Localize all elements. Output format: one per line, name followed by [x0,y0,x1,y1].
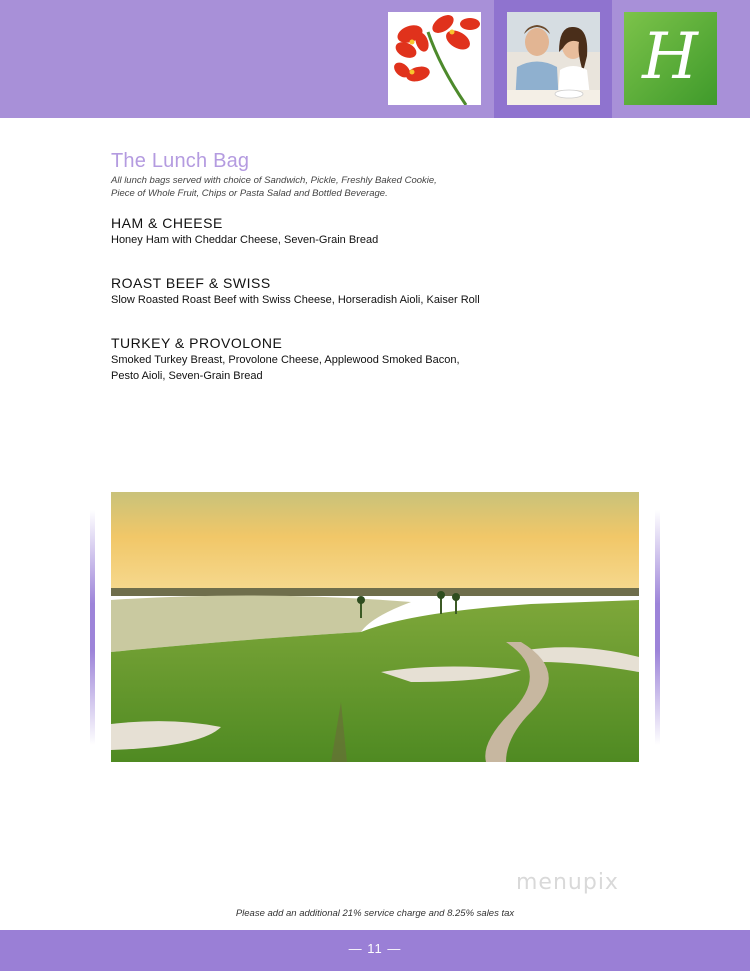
menu-item-name: TURKEY & PROVOLONE [111,335,283,351]
menu-item-name: ROAST BEEF & SWISS [111,275,271,291]
right-accent-bar [655,510,660,745]
hotel-logo [624,12,717,105]
menu-item-name: HAM & CHEESE [111,215,223,231]
menu-item [111,214,631,248]
watermark: menupix [516,870,619,895]
section-note-line: Piece of Whole Fruit, Chips or Pasta Salad and Bottled Beverage. [111,188,388,199]
menu-section [111,148,631,384]
golf-course-photo [111,492,639,762]
menu-item [111,334,631,384]
menu-item-description-line: Smoked Turkey Breast, Provolone Cheese, Applewood Smoked Bacon, [111,354,460,366]
menu-item-description [111,352,511,384]
section-title: The Lunch Bag [111,150,250,172]
left-accent-bar [90,510,95,745]
orchid-photo [388,12,481,105]
page-number: — 11 — [348,941,402,956]
couple-dining-photo [507,12,600,105]
menu-item-description: Honey Ham with Cheddar Cheese, Seven-Grain Bread [111,234,379,246]
section-note [111,174,451,200]
logo-letter: H [642,20,698,94]
section-note-line: All lunch bags served with choice of Sandwich, Pickle, Freshly Baked Cookie, [111,175,437,186]
tax-note: Please add an additional 21% service charge and 8.25% sales tax [235,908,515,919]
menu-item [111,274,631,308]
menu-item-description: Slow Roasted Roast Beef with Swiss Cheese, Horseradish Aioli, Kaiser Roll [111,294,480,306]
menu-item-description-line: Pesto Aioli, Seven-Grain Bread [111,370,263,382]
